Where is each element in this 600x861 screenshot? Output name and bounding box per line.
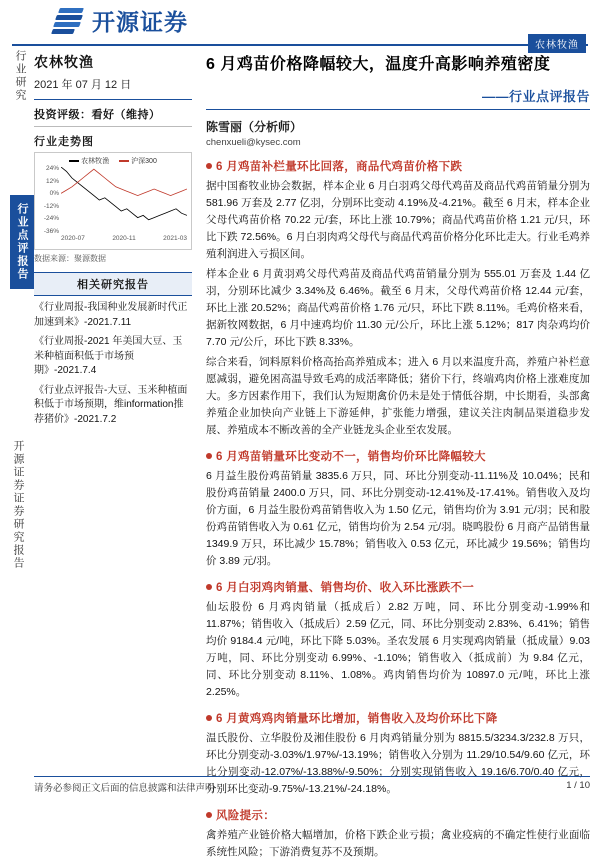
band-securities-research: 开源证券证券研究报告 bbox=[12, 440, 24, 570]
legend-item-1: 沪深300 bbox=[119, 156, 157, 166]
trend-chart-title: 行业走势图 bbox=[34, 136, 94, 148]
section-heading bbox=[206, 579, 590, 595]
chart-y-axis: 24% 12% 0% -12% -24% -36% bbox=[43, 165, 59, 235]
section-paragraph: 禽养殖产业链价格大幅增加，价格下跌企业亏损；禽业疫病的不确定性使行业面临系统性风险；下游消费复苏不及预期。 bbox=[206, 829, 590, 859]
bullet-dot-icon bbox=[206, 812, 212, 818]
footer-page-number: 1 / 10 bbox=[566, 780, 590, 791]
sidebar-industry: 农林牧渔 bbox=[34, 54, 94, 70]
section-paragraph: 综合来看，饲料原料价格高抬高养殖成本；进入 6 月以来温度升高，养殖户补栏意愿减弱，避免困高温导致毛鸡的成活率降低；猪价下行，终端鸡肉价格上涨难度加大。多方因素作用下，我们认为短期禽价仍未是处于情低谷期，中长期看，头部禽养殖企业加快向产业链上下游延伸，扩张能力增强，建议关注肉制品渠道稳步发展、养殖成本不断改善的全产业链龙头企业至农发展。 bbox=[206, 356, 590, 437]
brand-name: 开源证券 bbox=[92, 10, 188, 36]
vertical-side-band bbox=[8, 50, 34, 770]
rating-row bbox=[34, 106, 192, 122]
chart-series-1 bbox=[61, 169, 187, 195]
section-heading bbox=[206, 710, 590, 726]
brand-logo bbox=[52, 4, 188, 37]
kysec-logo-icon bbox=[52, 6, 86, 36]
related-reports-header: 相关研究报告 bbox=[34, 272, 192, 296]
footer-disclaimer: 请务必参阅正文后面的信息披露和法律声明 bbox=[34, 783, 215, 794]
section-heading bbox=[206, 158, 590, 174]
sector-tag: 农林牧渔 bbox=[528, 34, 586, 53]
section-heading-text: 6 月鸡苗补栏量环比回落，商品代鸡苗价格下跌 bbox=[216, 161, 463, 174]
bullet-dot-icon bbox=[206, 163, 212, 169]
section-heading-text: 6 月白羽鸡肉销量、销售均价、收入环比涨跌不一 bbox=[216, 582, 474, 595]
chart-x-axis: 2020-07 2020-11 2021-03 bbox=[61, 235, 187, 242]
related-report-item[interactable]: 《行业点评报告-大豆、玉米种植面积低于市场预期，维information推荐猪价》-2021.7.2 bbox=[34, 384, 188, 425]
section-heading bbox=[206, 448, 590, 464]
divider bbox=[34, 126, 192, 127]
analyst-email[interactable]: chenxueli@kysec.com bbox=[206, 137, 301, 149]
chart-svg bbox=[61, 167, 187, 233]
section-paragraph: 温氏股份、立华股份及湘佳股份 6 月肉鸡销量分别为 8815.5/3234.3/232.8 万只，环比分别变动-3.03%/1.97%/-13.19%；销售收入分别为 11.29/10.54/9.60 亿元，环比分别变动-12.07%/-13.88%/-9.50%；分别实现销售收入 19.16/6.70/0.40 亿元，分别环比变动-9.75%/-13.21%/-24.18%。 bbox=[206, 732, 590, 796]
section-heading-text: 6 月鸡苗销量环比变动不一，销售均价环比降幅较大 bbox=[216, 451, 486, 464]
sidebar-column bbox=[34, 48, 192, 776]
page-footer bbox=[34, 776, 590, 794]
bullet-dot-icon bbox=[206, 584, 212, 590]
bullet-dot-icon bbox=[206, 715, 212, 721]
report-subtitle: ——行业点评报告 bbox=[481, 89, 590, 105]
rating-label: 投资评级： bbox=[34, 109, 92, 121]
report-sections bbox=[206, 158, 590, 861]
divider bbox=[206, 109, 590, 110]
related-report-item[interactable]: 《行业周报-2021 年美国大豆、玉米种植面积低于市场预期》-2021.7.4 bbox=[34, 336, 183, 376]
section-paragraph: 据中国畜牧业协会数据，样本企业 6 月白羽鸡父母代鸡苗及商品代鸡苗销量分别为 581.96 万套及 2.77 亿羽，分别环比变动 4.19%及-4.21%。截至 6 月末，样本企业父母代鸡苗价格 70.22 元/套，环比上涨 10.79%；商品代鸡苗价格 1.21 元/只，环比下跌 72.56%。6 月白羽肉鸡父母代与商品代鸡苗价格分化环比走大。行业毛鸡养殖利润进入亏损区间。 bbox=[206, 180, 590, 261]
main-column bbox=[206, 48, 590, 859]
band-industry-research: 行业研究 bbox=[14, 50, 26, 102]
chart-plot-area bbox=[61, 167, 187, 233]
industry-trend-chart bbox=[34, 152, 192, 250]
section-heading-text: 风险提示： bbox=[216, 810, 275, 823]
page-header bbox=[12, 0, 588, 46]
chart-series-0 bbox=[61, 167, 187, 220]
chart-source-note: 数据来源：聚源数据 bbox=[34, 254, 106, 263]
section-heading bbox=[206, 807, 590, 823]
page-title: 6 月鸡苗价格降幅较大，温度升高影响养殖密度 bbox=[206, 56, 551, 73]
section-paragraph: 样本企业 6 月黄羽鸡父母代鸡苗及商品代鸡苗销量分别为 555.01 万套及 1.44 亿羽，分别环比减少 3.34%及 6.46%。截至 6 月末，父母代鸡苗价格 12.44 元/套，环比上涨 20.52%；商品代鸡苗价格 1.76 元/只，环比下跌 8.11%。毛鸡价格来看，据新牧网数据，6 月中速鸡均价 11.30 元/公斤，环比上涨 5.12%；817 肉杂鸡均价 7.70 元/公斤，环比下跌 8.33%。 bbox=[206, 268, 590, 349]
section-paragraph: 6 月益生股份鸡苗销量 3835.6 万只，同、环比分别变动-11.11%及 10.04%；民和股份鸡苗销量 2400.0 万只，同、环比分别变动-12.41%及-17.41%。销售收入及均价方面，6 月益生股份鸡苗销售收入为 1.50 亿元，销售均价为 3.91 元/羽；民和股份鸡苗销售收入为 0.61 亿元，销售均价为 2.54 元/羽。晓鸣股份 6 月商产品销售量 1349.9 万只，环比减少 15.78%；销售收入 0.53 亿元，环比减少 19.56%；销售均价 3.89 元/羽。 bbox=[206, 470, 590, 568]
sidebar-date: 2021 年 07 月 12 日 bbox=[34, 79, 132, 91]
analyst-name: 陈雪丽（分析师） bbox=[206, 120, 303, 135]
section-paragraph: 仙坛股份 6 月鸡肉销量（抵成后）2.82 万吨，同、环比分别变动-1.99%和 11.87%；销售收入（抵成后）2.59 亿元，同、环比分别变动 2.83%、6.41%；销售均价 9184.4 元/吨，环比下降 5.03%。圣农发展 6 月实现鸡肉销量（抵成量）9.03 万吨，同、环比分别变动 6.99%、-1.10%；销售收入（抵成前）为 9.84 亿元，同、环比分别变动 8.11%、1.08%。鸡肉销售均价为 10897.0 元/吨，环比上涨 2.25%。 bbox=[206, 601, 590, 699]
band-report-type: 行业点评报告 bbox=[10, 195, 34, 289]
divider bbox=[34, 99, 192, 100]
legend-item-0: 农林牧渔 bbox=[69, 156, 109, 166]
bullet-dot-icon bbox=[206, 453, 212, 459]
rating-value: 看好（维持） bbox=[91, 109, 161, 121]
section-heading-text: 6 月黄鸡鸡肉销量环比增加，销售收入及均价环比下降 bbox=[216, 713, 498, 726]
related-report-item[interactable]: 《行业周报-我国种业发展新时代正加速到来》-2021.7.11 bbox=[34, 302, 188, 328]
